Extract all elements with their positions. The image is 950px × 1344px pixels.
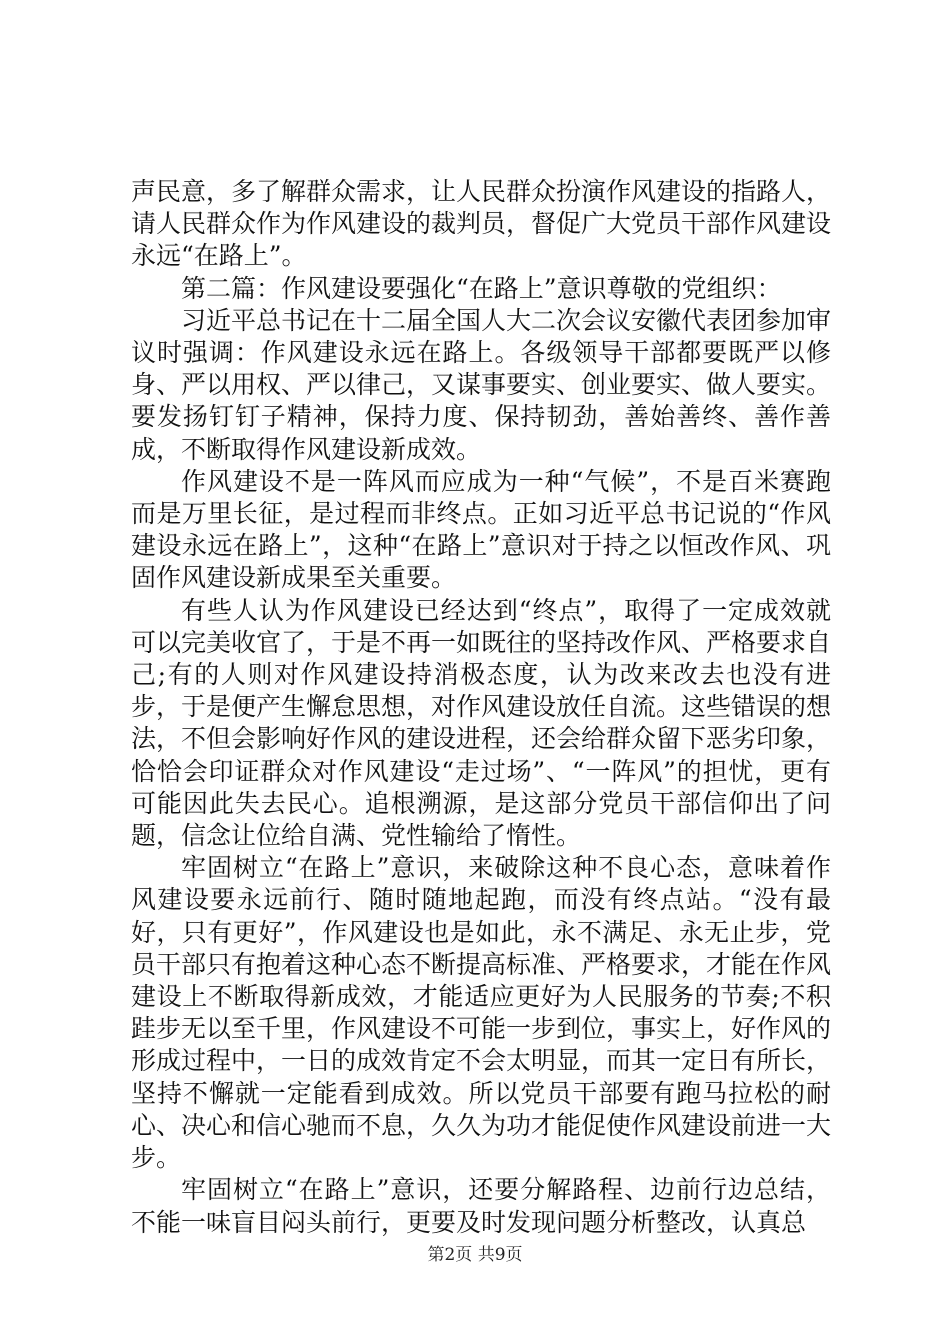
- paragraph: 有些人认为作风建设已经达到“终点”，取得了一定成效就可以完美收官了，于是不再一如既往的坚持改作风、严格要求自己;有的人则对作风建设持消极态度，认为改来改去也没有进步，于是便产生懈怠思想，对作风建设放任自流。这些错误的想法，不但会影响好作风的建设进程，还会给群众留下恶劣印象，恰恰会印证群众对作风建设“走过场”、“一阵风”的担忧，更有可能因此失去民心。追根溯源，是这部分党员干部信仰出了问题，信念让位给自满、党性输给了惰性。: [131, 595, 832, 851]
- paragraph-continuation: 声民意，多了解群众需求，让人民群众扮演作风建设的指路人，请人民群众作为作风建设的裁判员，督促广大党员干部作风建设永远“在路上”。: [131, 177, 832, 271]
- paragraph: 牢固树立“在路上”意识，来破除这种不良心态，意味着作风建设要永远前行、随时随地起跑，而没有终点站。“没有最好，只有更好”，作风建设也是如此，永不满足、永无止步，党员干部只有抱着这种心态不断提高标准、严格要求，才能在作风建设上不断取得新成效，才能适应更好为人民服务的节奏;不积跬步无以至千里，作风建设不可能一步到位，事实上，好作风的形成过程中，一日的成效肯定不会太明显，而其一定日有所长，坚持不懈就一定能看到成效。所以党员干部要有跑马拉松的耐心、决心和信心驰而不息，久久为功才能促使作风建设前进一大步。: [131, 853, 832, 1173]
- paragraph: 作风建设不是一阵风而应成为一种“气候”，不是百米赛跑而是万里长征，是过程而非终点。正如习近平总书记说的“作风建设永远在路上”，这种“在路上”意识对于持之以恒改作风、巩固作风建设新成果至关重要。: [131, 466, 831, 593]
- section-heading: 第二篇：作风建设要强化“在路上”意识尊敬的党组织：: [181, 273, 782, 303]
- paragraph: 习近平总书记在十二届全国人大二次会议安徽代表团参加审议时强调：作风建设永远在路上。各级领导干部都要既严以修身、严以用权、严以律己，又谋事要实、创业要实、做人要实。要发扬钉钉子精神，保持力度、保持韧劲，善始善终、善作善成，不断取得作风建设新成效。: [131, 305, 832, 464]
- paragraph: 牢固树立“在路上”意识，还要分解路程、边前行边总结，不能一味盲目闷头前行，更要及时发现问题分析整改，认真总: [131, 1175, 831, 1237]
- page-footer: 第2页 共9页: [427, 1245, 523, 1265]
- document-body: [131, 176, 831, 1239]
